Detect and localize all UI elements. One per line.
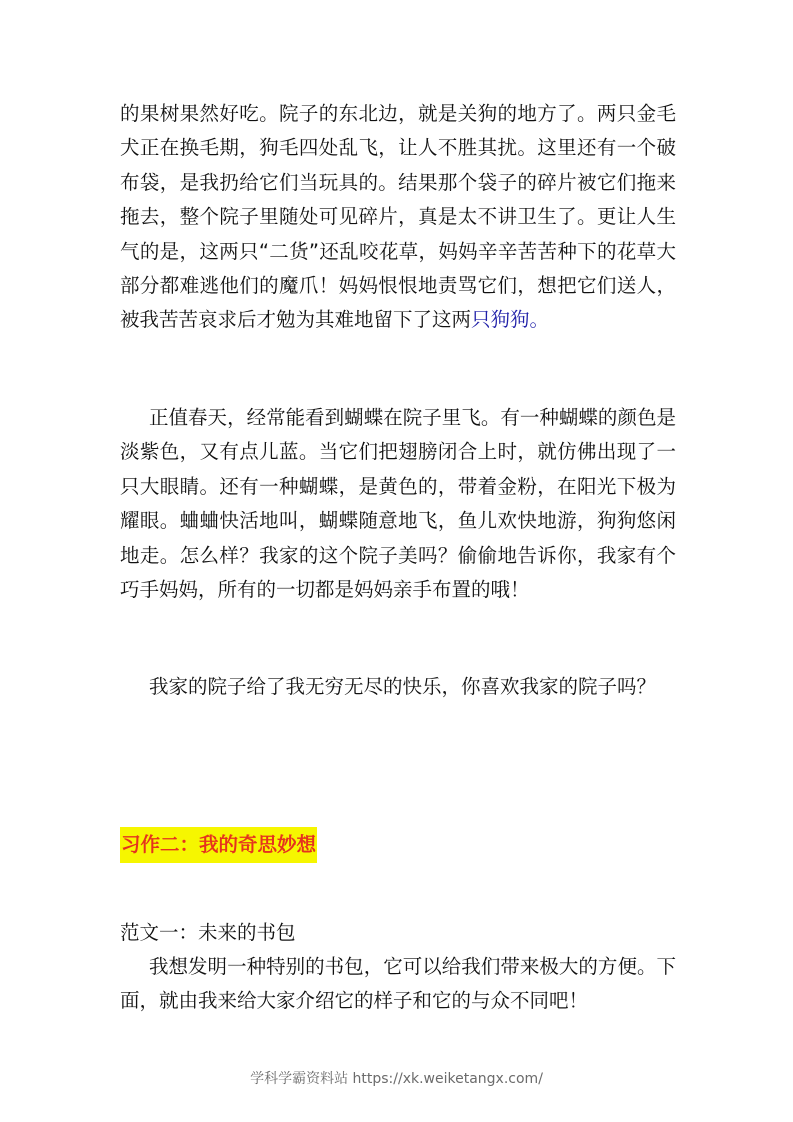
paragraph-conclusion: 我家的院子给了我无穷无尽的快乐，你喜欢我家的院子吗？ — [149, 675, 657, 698]
paragraph-dogs-text: 的果树果然好吃。院子的东北边，就是关狗的地方了。两只金毛犬正在换毛期，狗毛四处乱飞，让人不胜其扰。这里还有一个破布袋，是我扔给它们当玩具的。结果那个袋子的碎片被它们拖来拖去，整个院子里随处可见碎片，真是太不讲卫生了。更让人生气的是，这两只“二货”还乱咬花草，妈妈辛辛苦苦种下的花草大部分都难逃他们的魔爪！妈妈恨恨地责骂它们，想把它们送人，被我苦苦哀求后才勉为其难地留下了这两 — [120, 102, 676, 332]
section-heading: 习作二：我的奇思妙想 — [120, 827, 317, 863]
paragraph-dogs — [120, 97, 676, 338]
essay-subtitle: 范文一：未来的书包 — [120, 921, 296, 944]
paragraph-butterflies: 正值春天，经常能看到蝴蝶在院子里飞。有一种蝴蝶的颜色是淡紫色，又有点儿蓝。当它们把翅膀闭合上时，就仿佛出现了一只大眼睛。还有一种蝴蝶，是黄色的，带着金粉，在阳光下极为耀眼。蛐蛐快活地叫，蝴蝶随意地飞，鱼儿欢快地游，狗狗悠闲地走。怎么样？我家的这个院子美吗？偷偷地告诉你，我家有个巧手妈妈，所有的一切都是妈妈亲手布置的哦！ — [120, 406, 676, 602]
section-heading-wrapper — [120, 827, 317, 863]
paragraph-schoolbag-intro: 我想发明一种特别的书包，它可以给我们带来极大的方便。下面，就由我来给大家介绍它的样子和它的与众不同吧！ — [120, 955, 676, 1013]
highlighted-text-dogs: 只狗狗。 — [471, 308, 550, 332]
page-footer: 学科学霸资料站 https://xk.weiketangx.com/ — [250, 1071, 543, 1087]
